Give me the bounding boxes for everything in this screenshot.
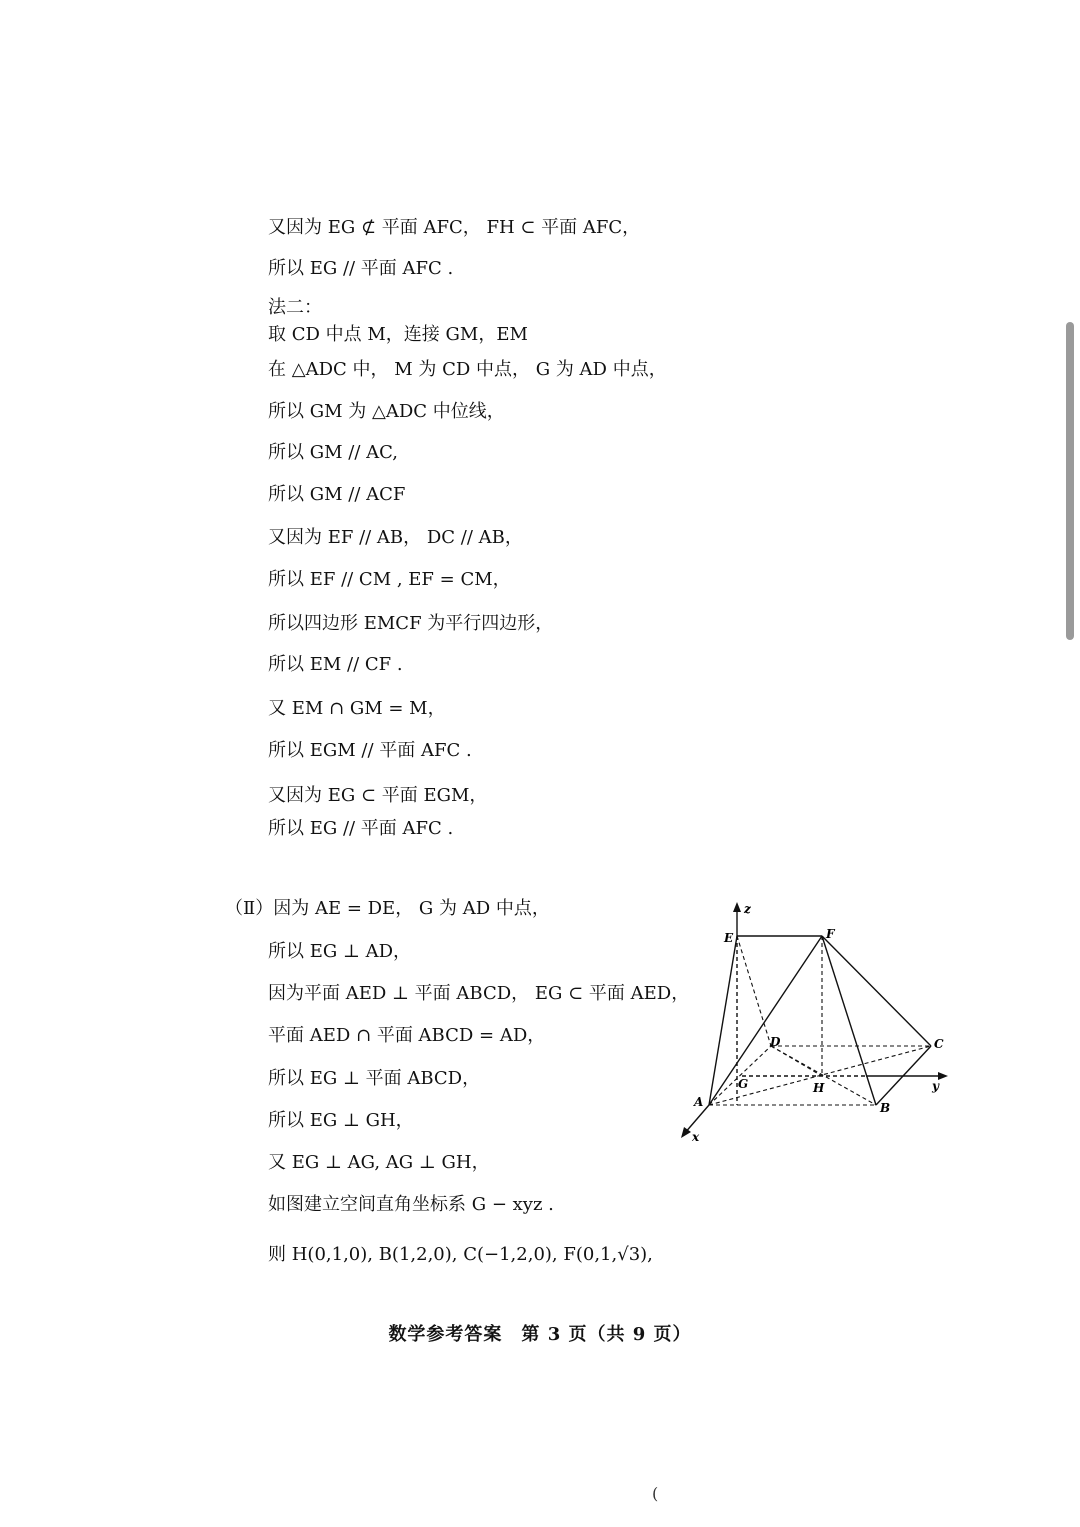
text-line: 又因为 EF // AB， DC // AB， — [268, 527, 523, 548]
label-D: D — [770, 1035, 781, 1049]
text-line: 法二： — [268, 297, 322, 318]
text-line: 所以 EG ⊥ AD， — [268, 941, 412, 962]
text-line: 所以 EG ⊥ 平面 ABCD， — [268, 1068, 481, 1089]
label-C: C — [934, 1037, 944, 1051]
text-line: 又 EM ∩ GM = M， — [268, 698, 446, 719]
part-two-heading: （Ⅱ）因为 AE = DE， G 为 AD 中点， — [225, 898, 550, 919]
label-F: F — [826, 927, 835, 941]
text-line: 因为平面 AED ⊥ 平面 ABCD， EG ⊂ 平面 AED， — [268, 983, 690, 1004]
text-line: 又 EG ⊥ AG, AG ⊥ GH， — [268, 1152, 490, 1173]
text-line: 所以 EG // 平面 AFC . — [268, 818, 454, 839]
label-x: x — [692, 1130, 700, 1144]
text-line: 所以 EF // CM , EF = CM， — [268, 569, 511, 590]
text-line: 则 H(0,1,0), B(1,2,0), C(−1,2,0), F(0,1,√3), — [268, 1244, 653, 1265]
text-line: 所以 GM 为 △ADC 中位线， — [268, 401, 505, 422]
text-line: 在 △ADC 中， M 为 CD 中点， G 为 AD 中点， — [268, 359, 667, 380]
label-y: y — [932, 1079, 939, 1093]
label-z: z — [744, 902, 751, 916]
label-H: H — [813, 1081, 825, 1095]
edge-AD — [709, 1046, 771, 1105]
text-line: 平面 AED ∩ 平面 ABCD = AD， — [268, 1025, 546, 1046]
bottom-mark: ( — [652, 1484, 659, 1503]
label-A: A — [694, 1095, 704, 1109]
edge-FC — [822, 936, 931, 1046]
text-line: 所以 GM // AC, — [268, 442, 398, 463]
label-E: E — [724, 931, 734, 945]
label-G: G — [738, 1077, 749, 1091]
edge-EA — [709, 936, 737, 1105]
text-line: 所以 EG ⊥ GH， — [268, 1110, 414, 1131]
text-line: 所以四边形 EMCF 为平行四边形， — [268, 613, 554, 634]
text-line: 所以 EM // CF . — [268, 654, 403, 675]
edge-DH — [771, 1046, 822, 1076]
text-line: 所以 GM // ACF — [268, 484, 406, 505]
text-line: 又因为 EG ⊄ 平面 AFC， FH ⊂ 平面 AFC， — [268, 217, 641, 238]
label-B: B — [880, 1101, 891, 1115]
text-line: 所以 EGM // 平面 AFC . — [268, 740, 472, 761]
text-line: 又因为 EG ⊂ 平面 EGM， — [268, 785, 488, 806]
edge-FB — [822, 936, 876, 1105]
text-line: 所以 EG // 平面 AFC . — [268, 258, 454, 279]
scrollbar-thumb[interactable] — [1066, 322, 1074, 640]
y-axis-arrow — [938, 1072, 948, 1080]
text-line: 取 CD 中点 M，连接 GM，EM — [268, 324, 528, 345]
text-line: 如图建立空间直角坐标系 G − xyz . — [268, 1194, 554, 1215]
z-axis-arrow — [733, 902, 741, 912]
page-footer: 数学参考答案 第 3 页（共 9 页） — [388, 1324, 692, 1345]
edge-ED — [737, 936, 771, 1046]
geometry-figure — [676, 898, 966, 1148]
